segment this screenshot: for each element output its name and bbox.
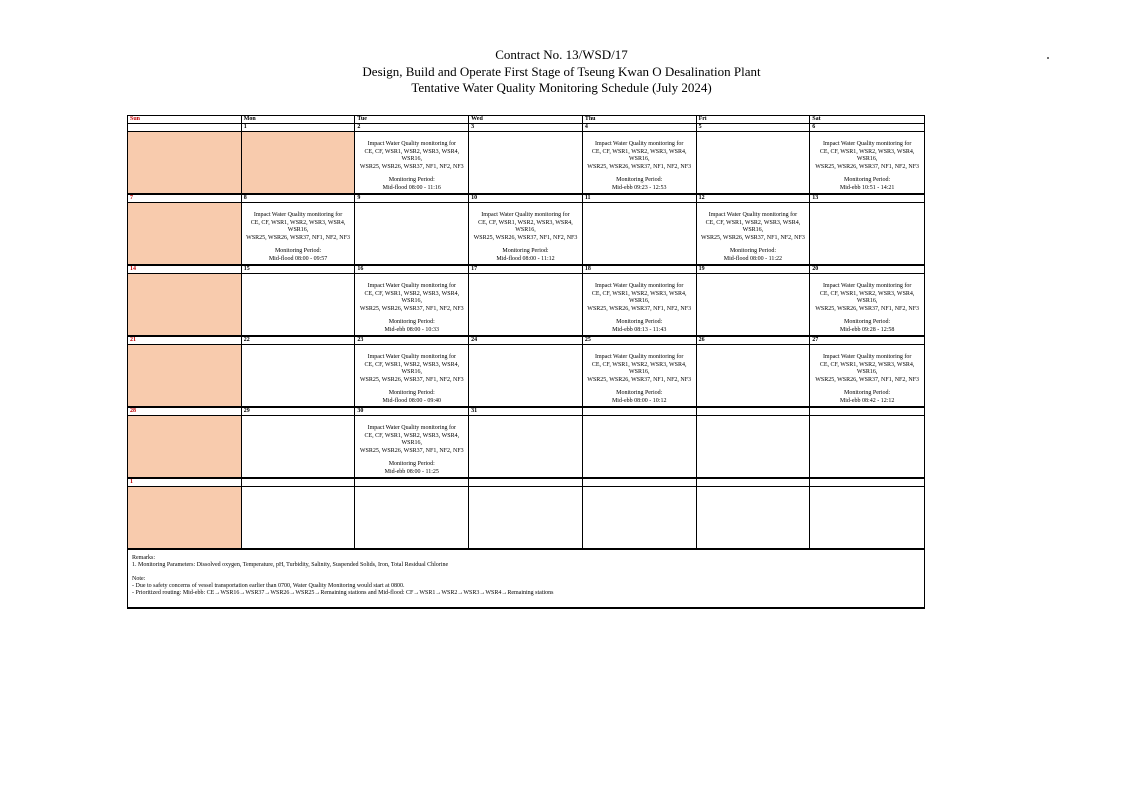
date-cell: 13 xyxy=(812,195,819,201)
monitoring-text-line: WSR25, WSR26, WSR37, NF1, NF2, NF3 xyxy=(815,163,920,170)
date-cell: 10 xyxy=(469,195,583,202)
monitoring-period-value: Mid-flood 08:00 - 11:22 xyxy=(723,255,783,262)
day-cell xyxy=(469,203,583,264)
date-cell: 20 xyxy=(812,266,819,272)
day-cell xyxy=(810,203,924,264)
monitoring-entry xyxy=(357,141,467,192)
date-cell xyxy=(697,408,811,415)
monitoring-text-line: CE, CF, WSR1, WSR2, WSR3, WSR4, WSR16, xyxy=(819,290,915,304)
date-cell: 22 xyxy=(242,337,356,344)
date-cell: 27 xyxy=(812,337,819,343)
monitoring-text-line: Impact Water Quality monitoring for xyxy=(367,283,456,289)
monitoring-period-value: Mid-flood 08:00 - 09:57 xyxy=(268,255,328,262)
monitoring-text-line: WSR25, WSR26, WSR37, NF1, NF2, NF3 xyxy=(815,376,920,383)
monitoring-entry xyxy=(584,354,694,405)
monitoring-entry xyxy=(584,283,694,334)
monitoring-period-value: Mid-ebb 10:51 - 14:21 xyxy=(839,184,895,191)
date-cell: 30 xyxy=(355,408,469,415)
monitoring-text-line: WSR25, WSR26, WSR37, NF1, NF2, NF3 xyxy=(587,376,692,383)
day-cell xyxy=(242,203,356,264)
date-cell: 5 xyxy=(697,124,811,131)
monitoring-text-line: WSR25, WSR26, WSR37, NF1, NF2, NF3 xyxy=(587,163,692,170)
monitoring-entry xyxy=(698,212,808,263)
date-cell: 18 xyxy=(583,266,697,273)
day-cell xyxy=(810,487,924,548)
monitoring-period-label: Monitoring Period: xyxy=(844,319,891,325)
monitoring-period-label: Monitoring Period: xyxy=(616,319,663,325)
date-cell: 11 xyxy=(583,195,697,202)
monitoring-period-value: Mid-ebb 08:42 - 12:12 xyxy=(839,397,895,404)
monitoring-text-line: WSR25, WSR26, WSR37, NF1, NF2, NF3 xyxy=(246,234,350,241)
monitoring-period-value: Mid-flood 08:00 - 11:16 xyxy=(382,184,441,191)
monitoring-text-line: WSR25, WSR26, WSR37, NF1, NF2, NF3 xyxy=(359,163,464,170)
day-cell-shaded xyxy=(128,416,242,477)
date-cell: 9 xyxy=(355,195,469,202)
monitoring-entry xyxy=(584,141,694,192)
monitoring-period-value: Mid-ebb 08:00 - 11:25 xyxy=(384,468,439,475)
monitoring-text-line: WSR25, WSR26, WSR37, NF1, NF2, NF3 xyxy=(587,305,692,312)
day-cell-shaded xyxy=(128,274,242,335)
day-cell-shaded xyxy=(128,203,242,264)
date-cell: 14 xyxy=(128,266,242,273)
monitoring-text-line: WSR25, WSR26, WSR37, NF1, NF2, NF3 xyxy=(815,305,920,312)
monitoring-text-line: CE, CF, WSR1, WSR2, WSR3, WSR4, WSR16, xyxy=(250,219,346,233)
day-cell xyxy=(697,132,811,193)
date-cell: 24 xyxy=(469,337,583,344)
monitoring-text-line: Impact Water Quality monitoring for xyxy=(367,425,456,431)
monitoring-period-value: Mid-flood 08:00 - 11:12 xyxy=(496,255,555,262)
monitoring-period-label: Monitoring Period: xyxy=(274,248,322,254)
day-cell xyxy=(583,487,697,548)
contract-number: Contract No. 13/WSD/17 xyxy=(495,47,628,62)
monitoring-period-label: Monitoring Period: xyxy=(729,248,776,254)
monitoring-text-line: CE, CF, WSR1, WSR2, WSR3, WSR4, WSR16, xyxy=(478,219,573,233)
content-row-week-5 xyxy=(128,416,924,479)
day-cell xyxy=(810,132,924,193)
content-row-week-1 xyxy=(128,132,924,195)
monitoring-text-line: CE, CF, WSR1, WSR2, WSR3, WSR4, WSR16, xyxy=(591,290,687,304)
project-title: Design, Build and Operate First Stage of Tseung Kwan O Desalination Plant xyxy=(362,63,761,79)
monitoring-text-line: WSR25, WSR26, WSR37, NF1, NF2, NF3 xyxy=(473,234,578,241)
date-cell: 29 xyxy=(242,408,356,415)
day-cell xyxy=(697,416,811,477)
page-title xyxy=(0,47,1123,97)
monitoring-entry xyxy=(243,212,353,263)
date-cell: 28 xyxy=(128,408,242,415)
monitoring-text-line: CE, CF, WSR1, WSR2, WSR3, WSR4, WSR16, xyxy=(819,361,915,375)
day-cell xyxy=(242,274,356,335)
monitoring-period-value: Mid-ebb 08:00 - 10:12 xyxy=(611,397,667,404)
date-cell xyxy=(810,479,924,486)
day-cell xyxy=(810,416,924,477)
date-row-week-1 xyxy=(128,124,924,132)
stray-ink-dot xyxy=(1047,57,1049,59)
monitoring-text-line: Impact Water Quality monitoring for xyxy=(822,354,912,360)
monitoring-text-line: Impact Water Quality monitoring for xyxy=(481,212,570,218)
date-row-week-6 xyxy=(128,479,924,487)
date-cell: 19 xyxy=(697,266,811,273)
day-cell xyxy=(355,274,469,335)
day-cell xyxy=(355,487,469,548)
monitoring-period-value: Mid-ebb 08:00 - 10:33 xyxy=(384,326,440,333)
content-row-week-4 xyxy=(128,345,924,408)
monitoring-text-line: CE, CF, WSR1, WSR2, WSR3, WSR4, WSR16, xyxy=(591,148,687,162)
monitoring-text-line: CE, CF, WSR1, WSR2, WSR3, WSR4, WSR16, xyxy=(591,361,687,375)
monitoring-period-label: Monitoring Period: xyxy=(844,390,891,396)
date-cell xyxy=(355,479,469,486)
day-cell xyxy=(355,345,469,406)
monitoring-text-line: Impact Water Quality monitoring for xyxy=(822,283,912,289)
date-cell xyxy=(242,479,356,486)
date-cell: 25 xyxy=(583,337,697,344)
weekday-header-wed: Wed xyxy=(469,116,583,123)
remarks-section xyxy=(128,550,924,607)
day-cell xyxy=(583,132,697,193)
monitoring-period-label: Monitoring Period: xyxy=(616,177,663,183)
note-heading: Note: xyxy=(132,576,146,582)
monitoring-period-label: Monitoring Period: xyxy=(388,461,435,467)
day-cell xyxy=(697,274,811,335)
day-cell xyxy=(697,487,811,548)
weekday-header-row xyxy=(128,116,924,124)
monitoring-text-line: Impact Water Quality monitoring for xyxy=(595,354,684,360)
monitoring-text-line: Impact Water Quality monitoring for xyxy=(367,354,456,360)
remarks-gap xyxy=(132,569,920,576)
day-cell-shaded xyxy=(128,487,242,548)
date-row-week-5 xyxy=(128,408,924,416)
day-cell xyxy=(810,274,924,335)
day-cell xyxy=(242,345,356,406)
monitoring-entry xyxy=(357,354,467,405)
weekday-header-sat: Sat xyxy=(812,116,821,122)
day-cell xyxy=(697,345,811,406)
monitoring-text-line: WSR25, WSR26, WSR37, NF1, NF2, NF3 xyxy=(359,305,464,312)
day-cell xyxy=(242,487,356,548)
monitoring-text-line: Impact Water Quality monitoring for xyxy=(367,141,456,147)
monitoring-entry xyxy=(470,212,580,263)
date-cell: 12 xyxy=(697,195,811,202)
date-cell: 4 xyxy=(583,124,697,131)
day-cell xyxy=(810,345,924,406)
day-cell-shaded xyxy=(128,345,242,406)
monitoring-period-label: Monitoring Period: xyxy=(844,177,891,183)
date-cell: 6 xyxy=(812,124,816,130)
remarks-parameters-line: 1. Monitoring Parameters: Dissolved oxygen, Temperature, pH, Turbidity, Salinity, Suspended Solids, Iron, Total Residual Chlorine xyxy=(132,562,449,568)
monitoring-period-label: Monitoring Period: xyxy=(388,319,435,325)
weekday-header-thu: Thu xyxy=(583,116,697,123)
content-row-week-3 xyxy=(128,274,924,337)
date-cell: 16 xyxy=(355,266,469,273)
day-cell xyxy=(583,203,697,264)
date-cell xyxy=(583,479,697,486)
date-cell: 7 xyxy=(128,195,242,202)
monitoring-entry xyxy=(812,283,922,334)
monitoring-text-line: Impact Water Quality monitoring for xyxy=(822,141,912,147)
weekday-header-fri: Fri xyxy=(697,116,811,123)
date-cell: 1 xyxy=(128,479,242,486)
monitoring-text-line: CE, CF, WSR1, WSR2, WSR3, WSR4, WSR16, xyxy=(364,361,460,375)
date-cell: 21 xyxy=(128,337,242,344)
day-cell xyxy=(242,416,356,477)
day-cell xyxy=(469,132,583,193)
calendar-table xyxy=(127,115,925,609)
date-cell xyxy=(810,408,924,415)
monitoring-entry xyxy=(357,283,467,334)
day-cell xyxy=(697,203,811,264)
weekday-header-sun: Sun xyxy=(128,116,242,123)
monitoring-text-line: Impact Water Quality monitoring for xyxy=(253,212,343,218)
remarks-heading: Remarks: xyxy=(132,555,155,561)
date-cell: 2 xyxy=(355,124,469,131)
date-cell xyxy=(697,479,811,486)
date-cell: 26 xyxy=(697,337,811,344)
monitoring-text-line: CE, CF, WSR1, WSR2, WSR3, WSR4, WSR16, xyxy=(705,219,801,233)
day-cell-shaded xyxy=(242,132,356,193)
schedule-title: Tentative Water Quality Monitoring Schedule (July 2024) xyxy=(411,80,712,95)
date-cell xyxy=(583,408,697,415)
day-cell xyxy=(469,416,583,477)
day-cell xyxy=(469,274,583,335)
monitoring-period-value: Mid-ebb 08:13 - 11:43 xyxy=(612,326,667,333)
monitoring-period-label: Monitoring Period: xyxy=(388,177,435,183)
monitoring-text-line: CE, CF, WSR1, WSR2, WSR3, WSR4, WSR16, xyxy=(819,148,915,162)
monitoring-period-label: Monitoring Period: xyxy=(388,390,435,396)
date-cell xyxy=(128,124,242,131)
date-row-week-4 xyxy=(128,337,924,345)
content-row-week-6 xyxy=(128,487,924,550)
date-row-week-2 xyxy=(128,195,924,203)
day-cell xyxy=(469,487,583,548)
date-row-week-3 xyxy=(128,266,924,274)
monitoring-text-line: Impact Water Quality monitoring for xyxy=(708,212,798,218)
day-cell xyxy=(583,416,697,477)
content-row-week-2 xyxy=(128,203,924,266)
day-cell xyxy=(583,274,697,335)
monitoring-text-line: WSR25, WSR26, WSR37, NF1, NF2, NF3 xyxy=(359,376,464,383)
monitoring-text-line: WSR25, WSR26, WSR37, NF1, NF2, NF3 xyxy=(359,447,464,454)
monitoring-period-value: Mid-ebb 09:23 - 12:53 xyxy=(611,184,667,191)
monitoring-text-line: Impact Water Quality monitoring for xyxy=(595,141,684,147)
day-cell xyxy=(355,203,469,264)
monitoring-text-line: CE, CF, WSR1, WSR2, WSR3, WSR4, WSR16, xyxy=(364,432,460,446)
monitoring-entry xyxy=(357,425,467,476)
date-cell: 15 xyxy=(242,266,356,273)
date-cell: 1 xyxy=(242,124,356,131)
weekday-header-mon: Mon xyxy=(242,116,356,123)
monitoring-text-line: CE, CF, WSR1, WSR2, WSR3, WSR4, WSR16, xyxy=(364,290,460,304)
day-cell xyxy=(583,345,697,406)
day-cell xyxy=(355,416,469,477)
day-cell xyxy=(469,345,583,406)
weekday-header-tue: Tue xyxy=(355,116,469,123)
monitoring-text-line: WSR25, WSR26, WSR37, NF1, NF2, NF3 xyxy=(701,234,805,241)
monitoring-entry xyxy=(812,141,922,192)
monitoring-entry xyxy=(812,354,922,405)
monitoring-text-line: CE, CF, WSR1, WSR2, WSR3, WSR4, WSR16, xyxy=(364,148,460,162)
monitoring-period-label: Monitoring Period: xyxy=(502,248,549,254)
date-cell: 31 xyxy=(469,408,583,415)
date-cell: 3 xyxy=(469,124,583,131)
monitoring-period-value: Mid-ebb 09:28 - 12:58 xyxy=(839,326,895,333)
date-cell: 8 xyxy=(242,195,356,202)
note-routing-line: - Prioritized routing: Mid-ebb: CE→WSR16→WSR37→WSR26→WSR25→Remaining stations and Mid-flood: CF→WSR1→WSR2→WSR3→WSR4→Remaining stations xyxy=(132,590,554,596)
date-cell xyxy=(469,479,583,486)
monitoring-text-line: Impact Water Quality monitoring for xyxy=(595,283,684,289)
monitoring-period-value: Mid-flood 08:00 - 09:40 xyxy=(382,397,442,404)
day-cell xyxy=(355,132,469,193)
day-cell-shaded xyxy=(128,132,242,193)
date-cell: 23 xyxy=(355,337,469,344)
note-safety-line: - Due to safety concerns of vessel transportation earlier than 0700, Water Quality Monitoring would start at 0800. xyxy=(132,583,405,589)
date-cell: 17 xyxy=(469,266,583,273)
monitoring-period-label: Monitoring Period: xyxy=(616,390,663,396)
